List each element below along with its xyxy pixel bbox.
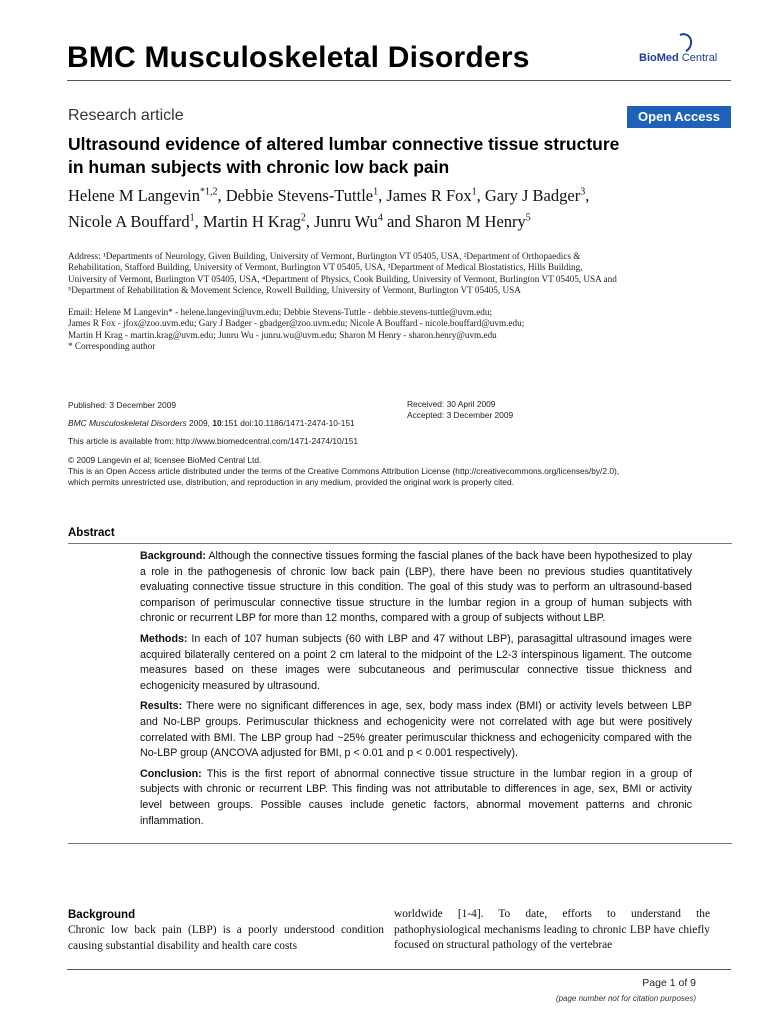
author: Sharon M Henry$^5$ [414,212,531,231]
abstract-heading: Abstract [68,527,732,544]
body-column-right: worldwide [1-4]. To date, efforts to understand the pathophysiological mechanisms leading to chronic LBP have chiefly focused on structural pathology of the vertebrae [394,908,710,951]
page-number-note: (page number not for citation purposes) [555,994,696,1003]
abstract-box [68,527,732,844]
author: Nicole A Bouffard$^1$, [68,212,203,231]
author-emails: Email: Helene M Langevin* - helene.langevin@uvm.edu; Debbie Stevens-Tuttle - debbie.stevens-tuttle@uvm.edu; James R Fox - jfox@zoo.uvm.edu; Gary J Badger - gbadger@zoo.uvm.edu; Nicole A Bouffard - nicole.bouffard@uvm.edu; Martin H Krag - martin.krag@uvm.edu; Junru Wu - junru.wu@uvm.edu; Sharon M Henry - sharon.henry@uvm.edu * Corresponding author [68,307,748,353]
author-list [68,180,748,233]
article-url[interactable]: This article is available from: http://www.biomedcentral.com/1471-2474/10/151 [68,436,359,446]
author: Junru Wu$^4$ and [314,212,415,231]
author: James R Fox$^1$, [386,185,485,205]
body-column-left: Chronic low back pain (LBP) is a poorly understood condition causing substantial disability and health care costs [68,924,384,952]
citation: BMC Musculoskeletal Disorders 2009, 10:151 doi:10.1186/1471-2474-10-151 [68,418,355,428]
footer-rule [67,969,731,970]
author: Debbie Stevens-Tuttle$^1$, [225,185,387,205]
author-addresses: Address: ¹Departments of Neurology, Given Building, University of Vermont, Burlington VT 05405, USA, ²Department of Orthopaedics & Rehabilitation, Stafford Building, University of Vermont, Burlington VT 05405, USA, ³Department of Medical Biostatistics, Hills Building, University of Vermont, Burlington VT 05405, USA, ⁴Department of Physics, Cook Building, University of Vermont, Burlington VT 05405, USA and ⁵Department of Rehabilitation & Movement Science, Rowell Building, University of Vermont, Burlington VT 05405, USA [68,251,617,296]
open-access-badge: Open Access [627,106,731,128]
abstract-conclusion: Conclusion: This is the first report of abnormal connective tissue structure in the lumbar region in a group of subjects with chronic or recurrent LBP. This finding was not attributable to differences in age, sex, BMI or activity level between groups. Possible causes include genetic factors, abnormal movement patterns and chronic inflammation. [140,767,692,827]
background-heading: Background [68,909,136,921]
logo-text: BioMed Central [639,52,718,64]
abstract-end-rule [68,843,732,844]
author: Gary J Badger$^3$, [484,185,590,205]
abstract-methods: Methods: In each of 107 human subjects (60 with LBP and 47 without LBP), parasagittal ultrasound images were acquired bilaterally centered on a point 2 cm lateral to the midpoint of the L2-3 interspinous ligament. The outcome measures based on these images were subcutaneous and perimuscular connective tissue thickness and echogenicity measured by ultrasound. [140,632,692,692]
header-rule [67,80,731,81]
abstract-background: Background: Although the connective tissues forming the fascial planes of the back have been hypothesized to play a role in the pathogenesis of chronic low back pain (LBP), there have been no previous studies quantitatively evaluating connective tissue structure in this condition. The goal of this study was to perform an ultrasound-based comparison of perimuscular connective tissue structure in the lumbar region in a group of human subjects with chronic or recurrent LBP for more than 12 months, compared with a group of subjects without LBP. [140,550,692,625]
journal-title: BMC Musculoskeletal Disorders [67,41,530,74]
abstract-results: Results: There were no significant differences in age, sex, body mass index (BMI) or activity levels between LBP and No-LBP groups. Perimuscular thickness and echogenicity were not correlated with age but were positively correlated with BMI. The LBP group had ~25% greater perimuscular thickness and echogenicity compared with the No-LBP group (ANCOVA adjusted for BMI, p < 0.01 and p < 0.001 respectively). [140,700,692,760]
published-date: Published: 3 December 2009 [68,400,177,410]
biomed-central-logo[interactable] [639,33,718,69]
corresponding-note: * Corresponding author [68,341,156,352]
page-number: Page 1 of 9 [642,977,696,989]
article-title: Ultrasound evidence of altered lumbar connective tissue structure in human subjects with chronic low back pain [68,134,620,177]
author: Martin H Krag$^2$, [202,212,315,231]
author: Helene M Langevin$^{*1,2}$, [68,185,226,205]
received-accepted: Received: 30 April 2009 Accepted: 3 December 2009 [407,399,514,420]
copyright-notice: © 2009 Langevin et al; licensee BioMed Central Ltd. This is an Open Access article distributed under the terms of the Creative Commons Attribution License (http://creativecommons.org/licenses/by/2.0), which permits unrestricted use, distribution, and reproduction in any medium, provided the original work is properly cited. [68,455,620,487]
article-type: Research article [68,107,184,124]
